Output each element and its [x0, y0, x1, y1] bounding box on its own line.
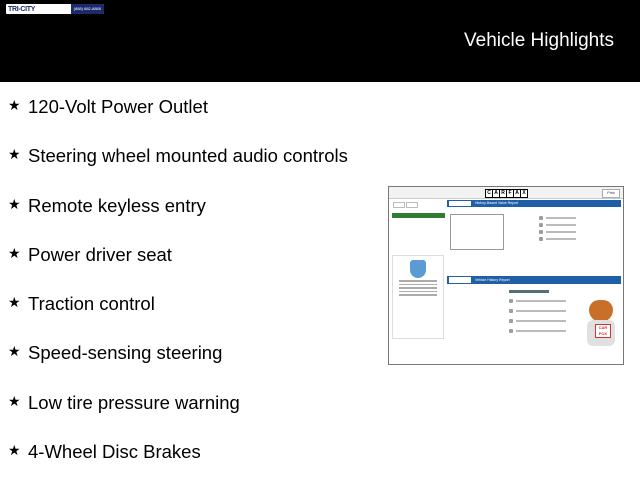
feature-list	[8, 94, 348, 488]
sidebar-item-warranty[interactable]	[393, 220, 445, 223]
feature-label: Low tire pressure warning	[28, 391, 240, 413]
fox-badge: CAR FOX	[595, 324, 611, 338]
service-icon	[509, 299, 513, 303]
carfax-logo	[485, 189, 527, 198]
list-item	[509, 329, 579, 333]
shield-icon	[410, 260, 426, 278]
logo-letter: X	[520, 189, 528, 198]
star-icon: ★	[8, 392, 21, 409]
history-line	[516, 320, 566, 322]
dealer-phone: (888) 882-8885	[71, 4, 104, 14]
report-sidebar	[390, 200, 445, 360]
sidebar-item-history[interactable]	[392, 213, 445, 218]
list-item	[8, 193, 348, 242]
history-line	[546, 224, 576, 226]
divider	[399, 284, 437, 286]
star-icon: ★	[8, 97, 21, 113]
feature-label: 120-Volt Power Outlet	[28, 96, 208, 117]
list-item	[509, 319, 579, 323]
history-line	[546, 217, 576, 219]
list-item	[509, 309, 579, 313]
history-report-label: Vehicle History Report	[475, 278, 510, 282]
damage-icon	[539, 237, 543, 241]
value-report-bar	[447, 200, 621, 207]
tab-detail[interactable]	[406, 202, 418, 208]
feature-label: Power driver seat	[28, 243, 172, 265]
history-line	[516, 300, 566, 302]
star-icon: ★	[8, 146, 21, 163]
star-icon: ★	[8, 442, 21, 459]
fox-head	[589, 300, 613, 322]
list-item	[8, 242, 348, 291]
star-icon: ★	[8, 294, 21, 311]
carfax-mini-logo	[449, 277, 471, 283]
list-item	[8, 390, 348, 439]
feature-label: 4-Wheel Disc Brakes	[28, 441, 201, 463]
dealer-logo[interactable]	[6, 4, 104, 14]
sidebar-item-glossary[interactable]	[393, 225, 445, 228]
type-icon	[509, 319, 513, 323]
list-item	[539, 237, 617, 241]
divider	[399, 287, 437, 289]
history-line	[546, 238, 576, 240]
list-item	[539, 223, 617, 227]
history-line	[546, 231, 576, 233]
divider	[399, 294, 437, 296]
list-item	[8, 94, 348, 143]
history-line	[516, 310, 566, 312]
carfax-fox-mascot	[583, 300, 619, 348]
report-main	[447, 200, 621, 360]
feature-label: Steering wheel mounted audio controls	[28, 145, 348, 167]
carfax-mini-logo	[449, 201, 471, 206]
logo-letter: F	[506, 189, 514, 198]
logo-letter: A	[492, 189, 500, 198]
service-icon	[539, 216, 543, 220]
page-title: Vehicle Highlights	[464, 30, 614, 51]
list-item	[8, 291, 348, 340]
dealer-logo-text: TRI-CITY	[8, 5, 36, 13]
feature-label: Speed-sensing steering	[28, 342, 223, 364]
star-icon: ★	[8, 195, 21, 212]
value-report-label: History-Based Value Report	[475, 201, 519, 205]
vehicle-icon	[539, 223, 543, 227]
feature-label: Traction control	[28, 293, 155, 315]
print-button[interactable]: Print	[602, 189, 620, 198]
accident-section	[509, 288, 579, 333]
carfax-report-thumbnail[interactable]	[388, 186, 624, 365]
logo-letter: A	[513, 189, 521, 198]
star-icon: ★	[8, 343, 21, 360]
value-box	[450, 214, 504, 250]
list-item	[8, 143, 348, 192]
divider	[399, 280, 437, 282]
odometer-icon	[509, 329, 513, 333]
list-item	[539, 230, 617, 234]
list-item	[8, 340, 348, 389]
history-report-bar	[447, 276, 621, 284]
report-tabs	[393, 202, 445, 208]
list-item	[539, 216, 617, 220]
logo-letter: R	[499, 189, 507, 198]
history-line	[516, 330, 566, 332]
accident-bar	[509, 290, 549, 293]
logo-letter: C	[485, 189, 493, 198]
report-toolbar	[389, 187, 623, 199]
history-events	[539, 216, 617, 266]
star-icon: ★	[8, 244, 21, 261]
divider	[399, 291, 437, 293]
tab-summary[interactable]	[393, 202, 405, 208]
list-item	[509, 299, 579, 303]
owner-icon	[509, 309, 513, 313]
feature-label: Remote keyless entry	[28, 194, 206, 216]
header-bar	[0, 0, 640, 82]
certified-icon	[539, 230, 543, 234]
list-item	[8, 439, 348, 488]
dealer-card	[392, 255, 444, 339]
